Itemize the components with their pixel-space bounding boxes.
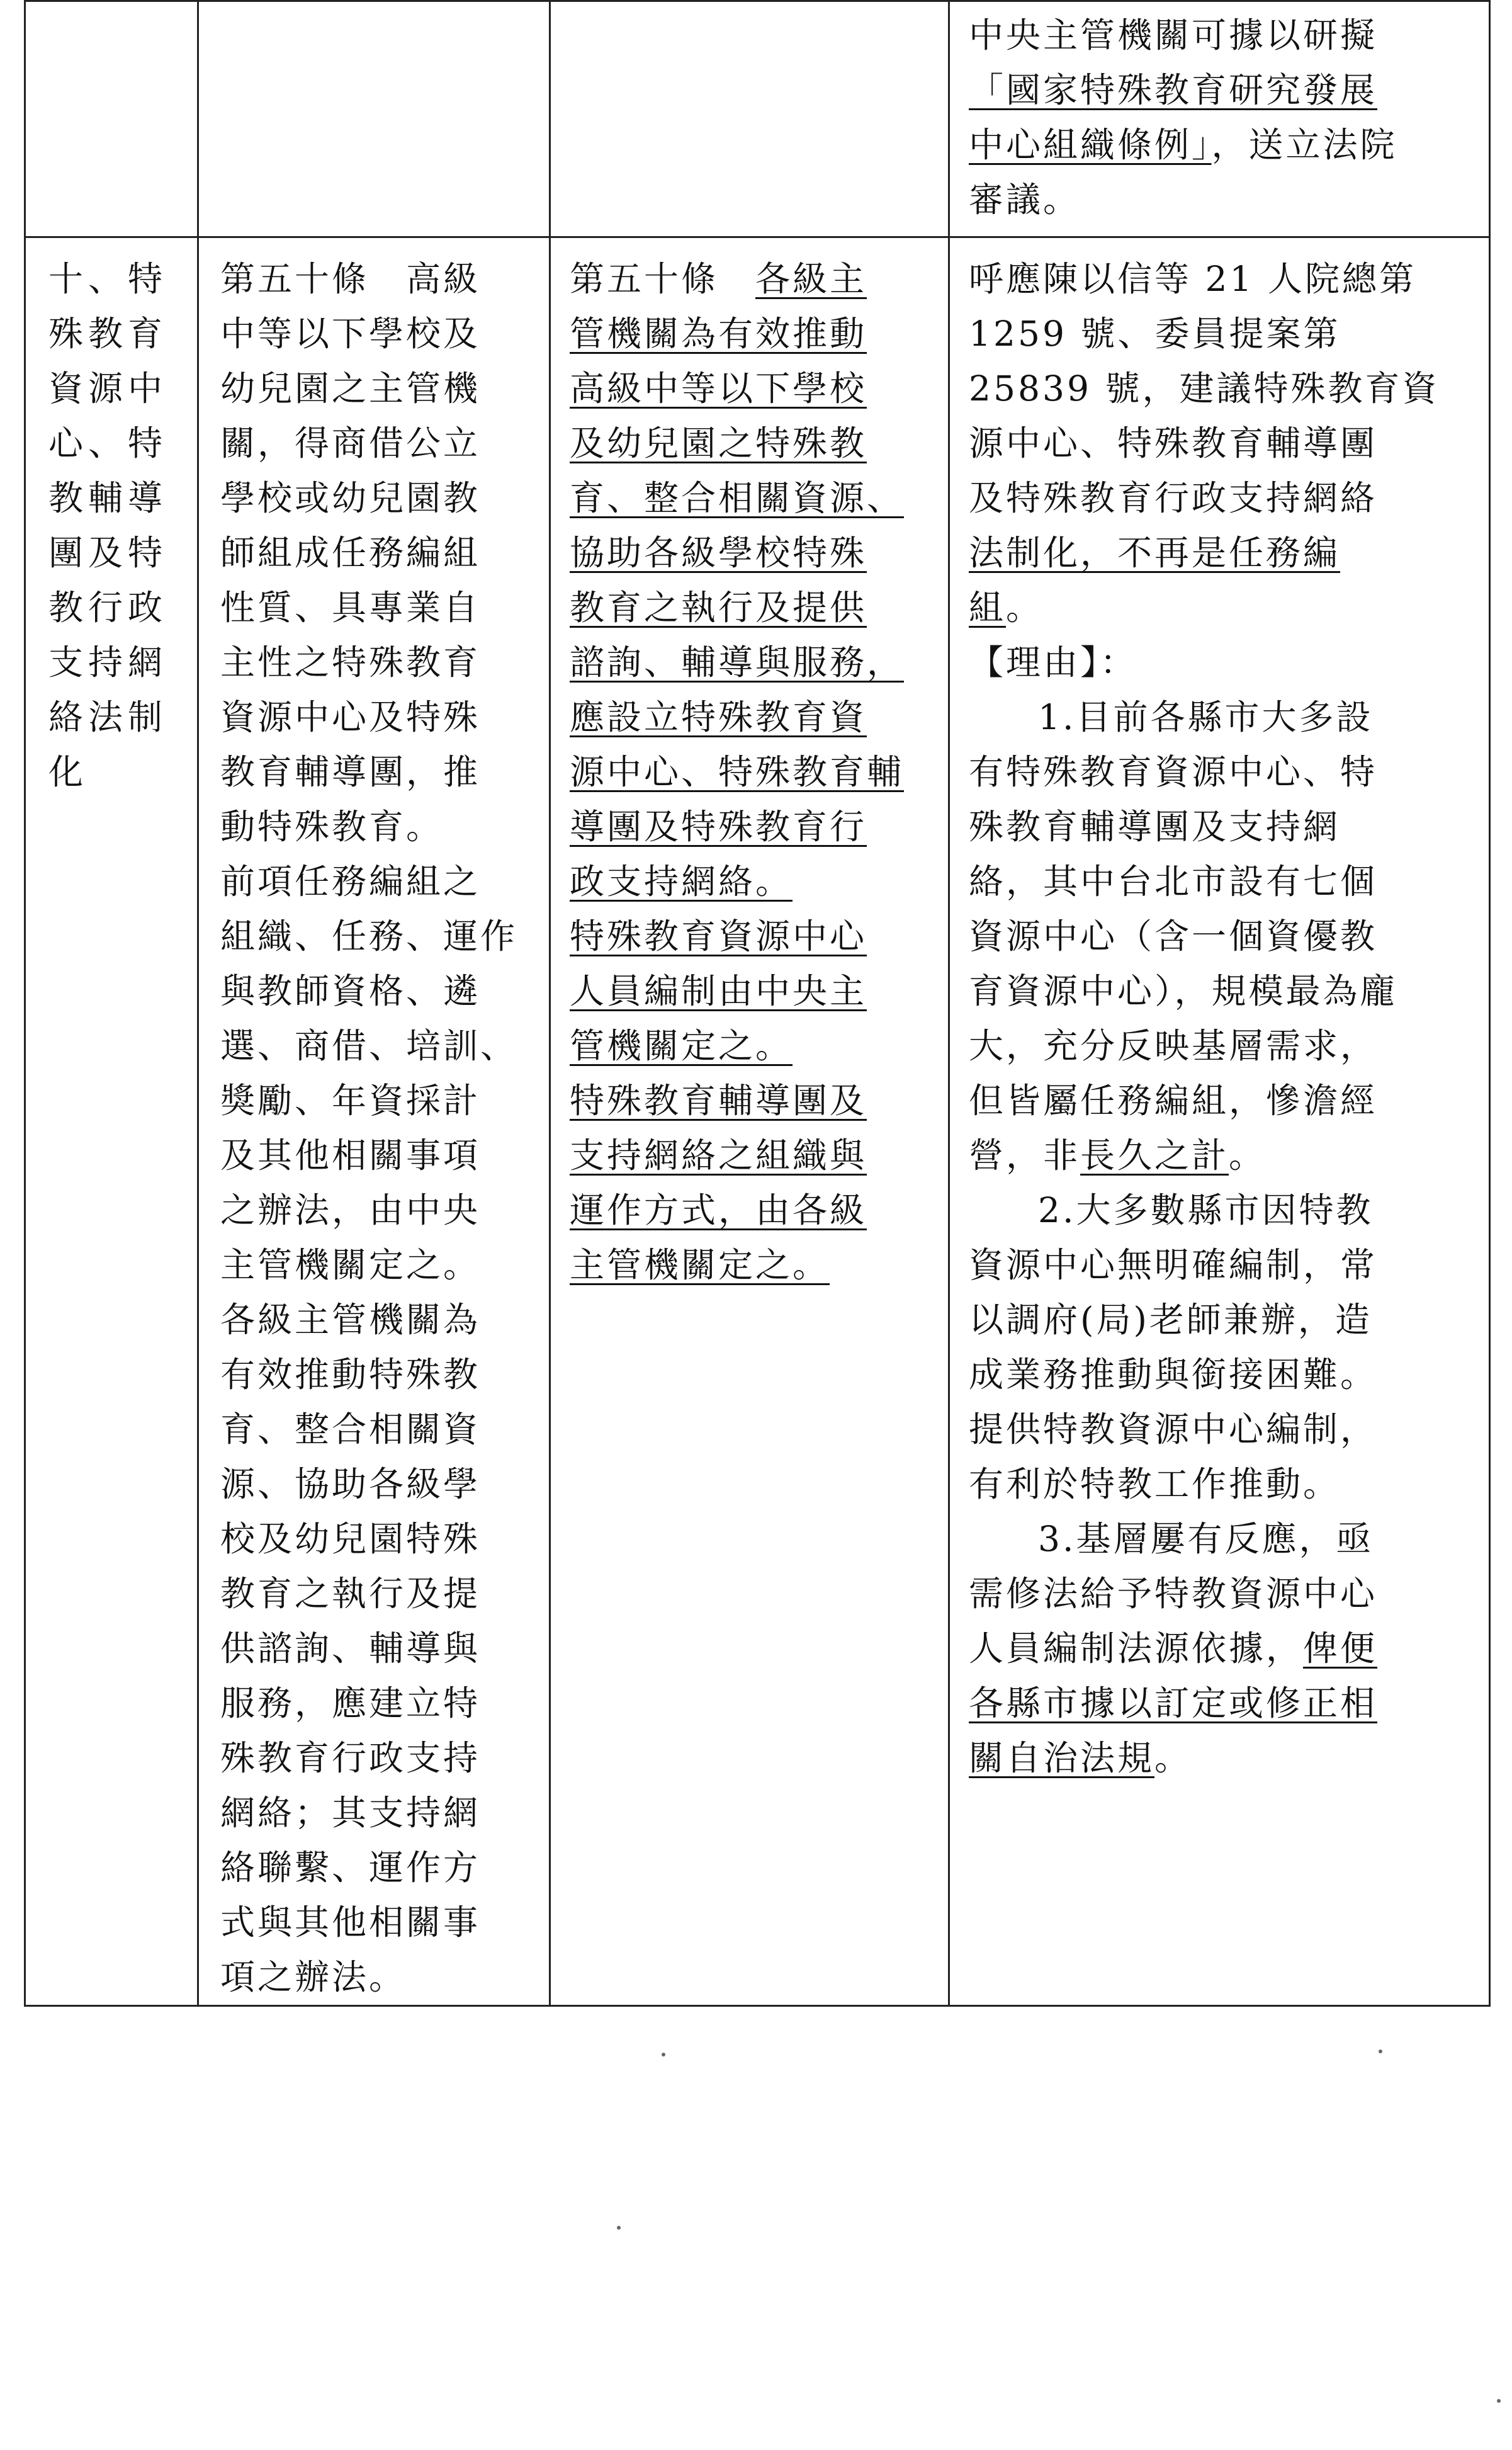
line-text: 以調府(局)老師兼辦，造 [969,1300,1372,1340]
text-line: 師組成任務編組 [220,533,481,573]
line-suffix: 。 [1229,1135,1267,1176]
underlined-amendment: 特殊教育資源中心 [570,916,867,956]
text-line [969,635,1482,690]
row1-explanation-cell [949,237,1490,2006]
underlined-amendment: 源中心、特殊教育輔 [570,752,905,792]
text-line [969,909,1482,964]
underlined-amendment: 支持網絡之組織與 [570,1135,867,1176]
text-line [969,1019,1482,1074]
underlined-amendment: 管機關定之。 [570,1026,793,1066]
line-text: 需修法給予特教資源中心 [969,1574,1378,1614]
text-line: 主管機關定之。 [220,1245,481,1285]
text-line: 供諮詢、輔導與 [220,1628,481,1669]
underlined-amendment: 主管機關定之。 [570,1245,830,1285]
text-line [570,1128,942,1183]
line-text: 有利於特教工作推動。 [969,1464,1341,1504]
text-line [570,745,942,800]
text-line [570,252,942,307]
text-line: 式與其他相關事 [220,1902,481,1942]
row0-current-law-cell [198,1,550,237]
line-text: 成業務推動與銜接困難。 [969,1354,1378,1395]
row1-topic-cell [25,237,198,2006]
scan-speck [1497,2399,1501,2403]
text-line: 團及特 [48,533,168,573]
underlined-amendment: 各級主 [755,259,867,299]
text-line [969,1402,1482,1457]
text-line [969,118,1482,173]
text-line [570,1019,942,1074]
text-line [969,1676,1482,1731]
text-line [969,471,1482,526]
underlined-amendment: 應設立特殊教育資 [570,697,867,737]
text-line [969,1293,1482,1347]
text-line [969,1183,1482,1238]
text-line [570,471,942,526]
line-text: 1.目前各縣市大多設 [1038,697,1374,737]
text-line: 化 [48,752,89,792]
line-prefix: 第五十條 [570,259,756,299]
text-line [969,1457,1482,1512]
text-line: 之辦法，由中央 [220,1190,481,1230]
text-line: 關，得商借公立 [220,423,481,463]
text-line [969,800,1482,854]
underlined-text: 關自治法規 [969,1738,1155,1778]
text-line [570,854,942,909]
text-line: 殊教育 [48,314,168,354]
text-line [969,690,1482,745]
line-text: 2.大多數縣市因特教 [1038,1190,1374,1230]
line-text: 3.基層屢有反應，亟 [1038,1519,1374,1559]
text-line: 學校或幼兒園教 [220,478,481,518]
text-line [969,854,1482,909]
text-line [570,800,942,854]
line-text: 1259 號、委員提案第 [969,314,1341,354]
text-line: 項之辦法。 [220,1957,407,1997]
text-line: 服務，應建立特 [220,1683,481,1723]
line-text: 大，充分反映基層需求， [969,1026,1378,1066]
text-line [969,252,1482,307]
text-line: 選、商借、培訓、 [220,1026,518,1066]
text-line: 教育之執行及提 [220,1574,481,1614]
table-row-item-10 [25,237,1490,2006]
text-line: 與教師資格、遴 [220,971,481,1011]
line-text: 但皆屬任務編組，慘澹經 [969,1080,1378,1121]
text-line [969,1731,1482,1786]
underlined-amendment: 導團及特殊教育行 [570,807,867,847]
text-line [969,526,1482,581]
row1-explanation-text [950,238,1489,1786]
row0-proposed-law-cell [550,1,949,237]
text-line: 教輔導 [48,478,168,518]
underlined-amendment: 政支持網絡。 [570,861,793,902]
text-line: 組織、任務、運作 [220,916,518,956]
text-line: 教育輔導團，推 [220,752,481,792]
text-line [969,1238,1482,1293]
line-prefix: 營，非 [969,1135,1081,1176]
row1-topic-text [26,238,197,800]
text-line: 動特殊教育。 [220,807,444,847]
text-line [969,361,1482,416]
underlined-amendment: 人員編制由中央主 [570,971,867,1011]
text-line [570,909,942,964]
underlined-text: 中心組織條例」 [969,125,1212,165]
text-line [969,416,1482,471]
text-line [570,1238,942,1293]
text-line [570,635,942,690]
text-line [969,1128,1482,1183]
text-line: 各級主管機關為 [220,1300,481,1340]
underlined-amendment: 協助各級學校特殊 [570,533,867,573]
table-row-continuation [25,1,1490,237]
text-line [570,964,942,1019]
text-line [969,173,1482,227]
line-text: 呼應陳以信等 21 人院總第 [969,259,1416,299]
row1-proposed-law-cell [550,237,949,2006]
text-line: 殊教育行政支持 [220,1738,481,1778]
text-line: 十、特 [48,259,168,299]
text-line [969,1512,1482,1567]
text-line [969,1621,1482,1676]
line-text: 有特殊教育資源中心、特 [969,752,1378,792]
text-line [969,307,1482,361]
underlined-amendment: 及幼兒園之特殊教 [570,423,867,463]
text-line: 支持網 [48,642,168,683]
text-line: 校及幼兒園特殊 [220,1519,481,1559]
line-text: 25839 號，建議特殊教育資 [969,368,1440,409]
text-line [969,63,1482,118]
text-line [570,1074,942,1128]
row1-current-law-text [199,238,549,2005]
text-line: 絡聯繫、運作方 [220,1847,481,1888]
row1-proposed-law-text [551,238,948,1293]
line-suffix: 。 [1154,1738,1192,1778]
underlined-amendment: 教育之執行及提供 [570,587,867,628]
text-line: 幼兒園之主管機 [220,368,481,409]
underlined-text: 「國家特殊教育研究發展 [969,70,1378,110]
text-line: 及其他相關事項 [220,1135,481,1176]
line-text: 【理由】： [969,642,1137,683]
text-line [969,1567,1482,1621]
line-text: 源中心、特殊教育輔導團 [969,423,1378,463]
line-prefix: 人員編制法源依據， [969,1628,1304,1669]
row1-current-law-cell [198,237,550,2006]
line-text: 絡，其中台北市設有七個 [969,861,1378,902]
text-line: 有效推動特殊教 [220,1354,481,1395]
text-line [969,8,1482,63]
underlined-text: 法制化，不再是任務編 [969,533,1341,573]
text-line [969,964,1482,1019]
line-text: 審議。 [969,179,1081,220]
underlined-amendment: 育、整合相關資源、 [570,478,905,518]
line-text: 中央主管機關可據以研擬 [969,15,1378,55]
line-text: 提供特教資源中心編制， [969,1409,1378,1449]
text-line [969,1074,1482,1128]
row0-topic-cell [25,1,198,237]
underlined-amendment: 運作方式，由各級 [570,1190,867,1230]
text-line: 主性之特殊教育 [220,642,481,683]
scan-speck [662,2053,665,2056]
line-suffix: 。 [1006,587,1044,628]
text-line: 第五十條 高級 [220,259,481,299]
text-line [969,581,1482,635]
underlined-text: 組 [969,587,1007,628]
underlined-amendment: 管機關為有效推動 [570,314,867,354]
text-line [570,307,942,361]
text-line: 心、特 [48,423,168,463]
text-line: 育、整合相關資 [220,1409,481,1449]
line-suffix: ，送立法院 [1211,125,1397,165]
text-line [570,581,942,635]
line-text: 及特殊教育行政支持網絡 [969,478,1378,518]
scan-speck [617,2226,621,2230]
text-line [969,1347,1482,1402]
text-line [570,690,942,745]
text-line: 獎勵、年資採計 [220,1080,481,1121]
text-line: 資源中 [48,368,168,409]
line-text: 殊教育輔導團及支持網 [969,807,1341,847]
text-line: 前項任務編組之 [220,861,481,902]
underlined-text: 長久之計 [1080,1135,1229,1176]
text-line [570,526,942,581]
scan-speck [1379,2050,1382,2053]
text-line [570,1183,942,1238]
line-text: 育資源中心），規模最為龐 [969,971,1397,1011]
text-line [570,416,942,471]
text-line [969,745,1482,800]
text-line: 資源中心及特殊 [220,697,481,737]
underlined-amendment: 高級中等以下學校 [570,368,867,409]
text-line: 性質、具專業自 [220,587,481,628]
line-text: 資源中心無明確編制，常 [969,1245,1378,1285]
text-line: 絡法制 [48,697,168,737]
text-line: 中等以下學校及 [220,314,481,354]
underlined-text: 各縣市據以訂定或修正相 [969,1683,1378,1723]
amendment-comparison-table [24,0,1491,2007]
text-line: 教行政 [48,587,168,628]
row0-explanation-text [950,2,1489,227]
underlined-text: 俾便 [1303,1628,1378,1669]
text-line: 源、協助各級學 [220,1464,481,1504]
text-line [570,361,942,416]
text-line: 網絡；其支持網 [220,1793,481,1833]
underlined-amendment: 諮詢、輔導與服務， [570,642,905,683]
row0-explanation-cell [949,1,1490,237]
underlined-amendment: 特殊教育輔導團及 [570,1080,867,1121]
line-text: 資源中心（含一個資優教 [969,916,1378,956]
